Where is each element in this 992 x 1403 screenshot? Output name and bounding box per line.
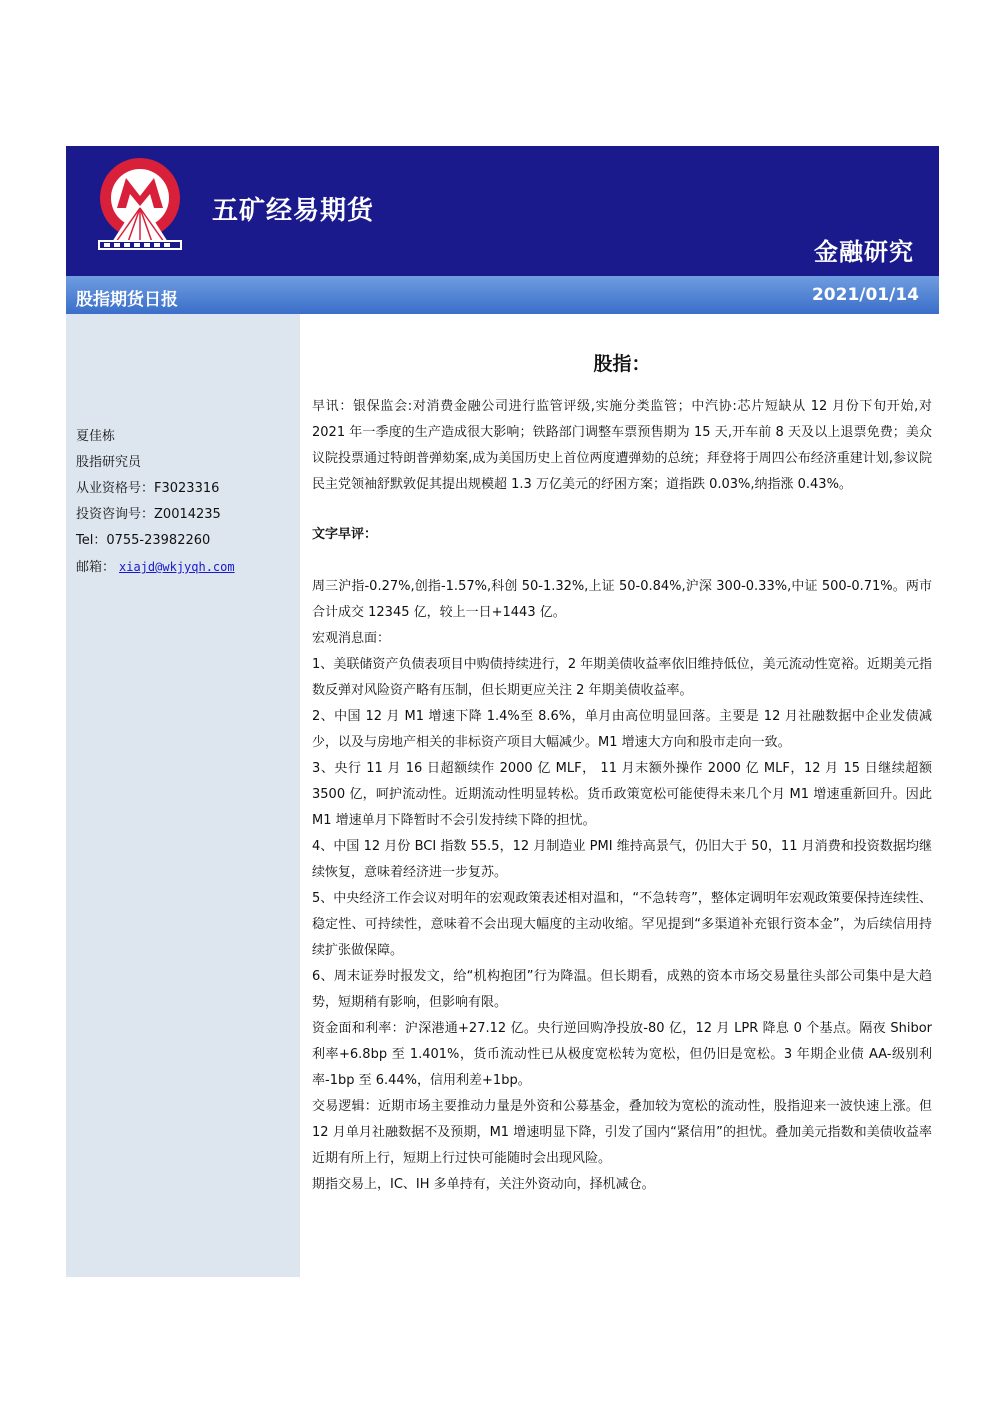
macro-point-5: 5、中央经济工作会议对明年的宏观政策表述相对温和，“不急转弯”，整体定调明年宏观政策要保持连续性、稳定性、可持续性，意味着不会出现大幅度的主动收缩。罕见提到“多渠道补充银行资本金”，为后续信用持续扩张做保障。: [312, 891, 932, 958]
main-content: [312, 350, 932, 1198]
macro-point-1: 1、美联储资产负债表项目中购债持续进行，2 年期美债收益率依旧维持低位，美元流动性宽裕。近期美元指数反弹对风险资产略有压制，但长期更应关注 2 年期美债收益率。: [312, 657, 932, 698]
report-date: 2021/01/14: [811, 285, 919, 305]
funding-and-rates: 资金面和利率：沪深港通+27.12 亿。央行逆回购净投放-80 亿，12 月 LPR 降息 0 个基点。隔夜 Shibor 利率+6.8bp 至 1.401%，货币流动性已从极度宽松转为宽松，但仍旧是宽松。3 年期企业债 AA-级别利率-1bp 至 6.44%，信用利差+1bp。: [312, 1021, 932, 1088]
trading-advice: 期指交易上，IC、IH 多单持有，关注外资动向，择机减仓。: [312, 1177, 655, 1192]
telephone: [76, 528, 235, 554]
license-label: 从业资格号：: [76, 481, 155, 496]
macro-point-4: 4、中国 12 月份 BCI 指数 55.5，12 月制造业 PMI 维持高景气，仍旧大于 50，11 月消费和投资数据均继续恢复，意味着经济进一步复苏。: [312, 839, 932, 880]
tel-label: Tel：: [76, 533, 107, 548]
license-number: [76, 476, 235, 502]
email: [76, 554, 235, 581]
department-name: 金融研究: [814, 238, 914, 266]
license-value: F3023316: [154, 481, 220, 496]
section-title: 股指：: [593, 353, 651, 375]
tel-value: 0755-23982260: [106, 533, 211, 548]
company-name: 五矿经易期货: [212, 196, 375, 226]
author-title: 股指研究员: [76, 455, 142, 470]
consult-label: 投资咨询号：: [76, 507, 155, 522]
author-info: [76, 424, 235, 581]
report-title-bar: [66, 276, 939, 314]
macro-heading: 宏观消息面：: [312, 631, 391, 646]
minmetals-logo: [90, 156, 190, 256]
email-label: 邮箱：: [76, 560, 116, 575]
macro-point-2: 2、中国 12 月 M1 增速下降 1.4%至 8.6%，单月由高位明显回落。主要是 12 月社融数据中企业发债减少，以及与房地产相关的非标资产项目大幅减少。M1 增速大方向和股市走向一致。: [312, 709, 932, 750]
macro-point-3: 3、央行 11 月 16 日超额续作 2000 亿 MLF， 11 月末额外操作 2000 亿 MLF，12 月 15 日继续超额 3500 亿，呵护流动性。近期流动性明显转松。货币政策宽松可能使得未来几个月 M1 增速重新回升。因此 M1 增速单月下降暂时不会引发持续下降的担忧。: [312, 761, 932, 828]
header-banner: [66, 146, 939, 276]
author-name: 夏佳栋: [76, 429, 116, 444]
morning-news: 早讯：银保监会:对消费金融公司进行监管评级,实施分类监管；中汽协:芯片短缺从 12 月份下旬开始,对 2021 年一季度的生产造成很大影响；铁路部门调整车票预售期为 15 天,开车前 8 天及以上退票免费；美众议院投票通过特朗普弹劾案,成为美国历史上首位两度遭弹劾的总统；拜登将于周四公布经济重建计划,参议院民主党领袖舒默敦促其提出规模超 1.3 万亿美元的纾困方案；道指跌 0.03%,纳指涨 0.43%。: [312, 399, 932, 492]
trading-logic: 交易逻辑：近期市场主要推动力量是外资和公募基金，叠加较为宽松的流动性，股指迎来一波快速上涨。但 12 月单月社融数据不及预期，M1 增速明显下降，引发了国内“紧信用”的担忧。叠加美元指数和美债收益率近期有所上行，短期上行过快可能随时会出现风险。: [312, 1099, 932, 1166]
macro-point-6: 6、周末证券时报发文，给“机构抱团”行为降温。但长期看，成熟的资本市场交易量往头部公司集中是大趋势，短期稍有影响，但影响有限。: [312, 969, 932, 1010]
commentary-heading: 文字早评：: [312, 527, 378, 542]
email-link[interactable]: xiajd@wkjyqh.com: [119, 560, 235, 574]
market-summary: 周三沪指-0.27%,创指-1.57%,科创 50-1.32%,上证 50-0.84%,沪深 300-0.33%,中证 500-0.71%。两市合计成交 12345 亿，较上一日+1443 亿。: [312, 579, 932, 620]
consult-number: [76, 502, 235, 528]
report-title: 股指期货日报: [76, 290, 178, 310]
consult-value: Z0014235: [154, 507, 221, 522]
